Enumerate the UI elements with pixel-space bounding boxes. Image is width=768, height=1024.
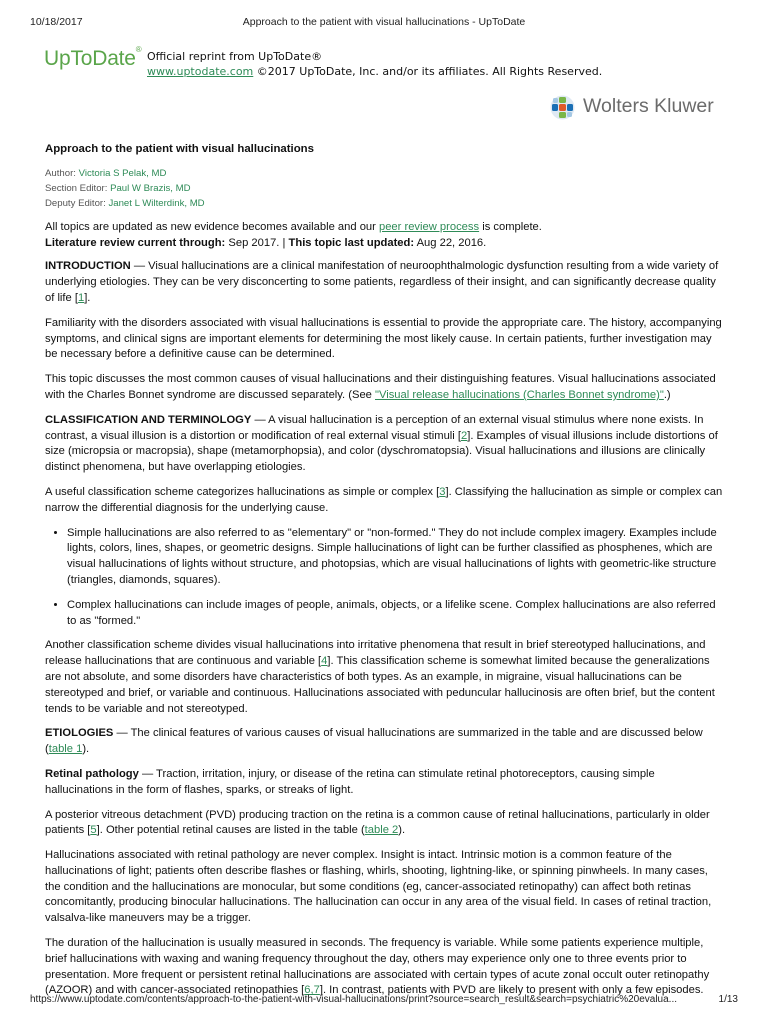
meta-value[interactable]: Victoria S Pelak, MD: [78, 167, 167, 179]
text: All topics are updated as new evidence becomes available and our: [45, 220, 379, 233]
review-value: Sep 2017. |: [225, 236, 289, 249]
list-item-simple: • Simple hallucinations are also referred to as "elementary" or "non-formed." They do not include complex imagery. Examples include lights, colors, lines, shapes, or geometric designs. Simple hallucinations of light can be further classified as phosphenes, which are visual hallucinations of lights without structure, and photopsias, which are visual hallucinations of lights with geometric-like structure (triangles, diamonds, squares).: [67, 526, 725, 589]
publisher-name: Wolters Kluwer: [583, 95, 714, 117]
text: A useful classification scheme categorizes hallucinations as simple or complex [: [45, 485, 440, 498]
updated-label: This topic last updated:: [288, 236, 415, 249]
text: This topic discusses the most common causes of visual hallucinations and their distinguishing features. Visual hallucinations associated with the Charles Bonnet syndrome are discussed separately. (See: [45, 373, 716, 401]
table-2-link[interactable]: table 2: [364, 824, 399, 837]
meta-value[interactable]: Janet L Wilterdink, MD: [108, 197, 205, 209]
review-label: Literature review current through:: [45, 236, 226, 249]
print-title: Approach to the patient with visual hallucinations - UpToDate: [242, 16, 526, 28]
paragraph-introduction: [45, 259, 725, 306]
paragraph-useful-scheme: [45, 485, 725, 517]
text: — Traction, irritation, injury, or disease of the retina can stimulate retinal photoreceptors, causing simple hallucinations in the form of flashes, sparks, or streaks of light.: [45, 767, 655, 796]
text: ]. Examples of visual illusions include distortions of size (micropsia or macropsia), shape (metamorphopsia), and color (dyschromatopsia). Visual hallucinations and illusions are clinically distinct phenomena, but have overlapping etiologies.: [45, 429, 718, 474]
article-meta: [45, 166, 725, 211]
logo-registered-mark: ®: [135, 45, 142, 54]
reference-link[interactable]: 1: [77, 291, 85, 304]
page-number: 1/13: [718, 994, 738, 1005]
reference-link[interactable]: 2: [460, 429, 468, 442]
paragraph-retinal-pathology: [45, 767, 725, 799]
wolters-kluwer-mark-icon: [550, 95, 575, 120]
copyright-text: ©2017 UpToDate, Inc. and/or its affiliates. All Rights Reserved.: [253, 65, 603, 78]
reference-link[interactable]: 5: [90, 824, 97, 837]
text: The duration of the hallucination is usually measured in seconds. The frequency is variable. While some patients experience multiple, brief hallucinations with waxing and waning frequency throughout the day, others may experience only one to three events prior to presentation. More frequent or persistent retinal hallucinations are associated with certain types of acute zonal occult outer retinopathy (AZOOR) and with cancer-associated retinopathies [: [45, 937, 710, 997]
paragraph-etiologies: [45, 726, 725, 758]
meta-label: Author:: [45, 167, 79, 179]
text: is complete.: [479, 220, 542, 233]
text: — A visual hallucination is a perception of an external visual stimulus where none exists. In contrast, a visual illusion is a distortion or modification of real external visual stimuli [: [45, 413, 704, 442]
print-date: 10/18/2017: [30, 16, 83, 28]
hallucination-types-list: [45, 526, 725, 630]
paragraph-classification: [45, 413, 725, 476]
text: A posterior vitreous detachment (PVD) producing traction on the retina is a common cause of retinal hallucinations, particularly in older patients [: [45, 808, 710, 837]
article: [45, 142, 725, 1008]
reference-link[interactable]: 6,7: [304, 984, 320, 997]
text: Another classification scheme divides visual hallucinations into irritative phenomena that result in brief stereotyped hallucinations, and release hallucinations that are continuous and variable [: [45, 639, 706, 668]
reprint-notice: [147, 49, 602, 79]
paragraph-topic-scope: [45, 372, 725, 404]
text: — The clinical features of various causes of visual hallucinations are summarized in the table and are discussed below (: [45, 727, 703, 756]
meta-author: [45, 166, 725, 181]
text: ].: [84, 291, 91, 304]
copyright-line: [147, 64, 602, 79]
paragraph-retinal-hallucinations: Hallucinations associated with retinal pathology are never complex. Insight is intact. Intrinsic motion is a common feature of the hallucinations of light; patients often describe flashes or flashing, whirls, shooting, lightning-like, or spinning pinwheels. In many cases, the condition and the hallucinations are monocular, but some conditions (eg, cancer-associated retinopathy) can affect both retinas concomitantly, producing binocular hallucinations. The hallucination can occur in any area of the visual field. In cases of retinal traction, valsalva-like maneuvers may be a trigger.: [45, 849, 712, 925]
table-1-link[interactable]: table 1: [48, 743, 83, 756]
text: ).: [398, 824, 406, 837]
charles-bonnet-link[interactable]: "Visual release hallucinations (Charles Bonnet syndrome)": [375, 388, 664, 401]
text: — Visual hallucinations are a clinical manifestation of neuroophthalmologic dysfunction resulting from a wide variety of underlying etiologies. They can be very disconcerting to some patients, regardless of their insight, and can significantly decrease quality of life [: [45, 260, 719, 304]
meta-label: Deputy Editor:: [45, 197, 109, 209]
logo-text: UpToDate: [44, 47, 136, 70]
list-item-complex: • Complex hallucinations can include images of people, animals, objects, or a lifelike scene. Complex hallucinations are also referred to as "formed.": [67, 598, 725, 630]
update-notice: [45, 220, 725, 252]
subsection-heading-retinal: Retinal pathology: [45, 767, 139, 780]
article-title: Approach to the patient with visual hallucinations: [45, 143, 314, 155]
text: ]. In contrast, patients with PVD are likely to present with only a few episodes.: [319, 984, 704, 997]
uptodate-logo[interactable]: [44, 47, 142, 71]
meta-section-editor: [45, 181, 725, 196]
reference-link[interactable]: 4: [321, 655, 328, 668]
section-heading-classification: CLASSIFICATION AND TERMINOLOGY: [45, 413, 252, 426]
text: .): [663, 388, 671, 401]
text: ).: [82, 743, 90, 756]
paragraph-pvd: [45, 808, 725, 840]
print-url: https://www.uptodate.com/contents/approach-to-the-patient-with-visual-hallucinations/print?source=search_result&search=psychiatric%20evalua...: [30, 994, 678, 1005]
text: ]. Other potential retinal causes are listed in the table (: [96, 824, 365, 837]
meta-value[interactable]: Paul W Brazis, MD: [110, 182, 191, 194]
meta-deputy-editor: [45, 196, 725, 211]
peer-review-link[interactable]: peer review process: [378, 220, 480, 233]
reference-link[interactable]: 3: [439, 485, 446, 498]
meta-label: Section Editor:: [45, 182, 111, 194]
section-heading-etiologies: ETIOLOGIES: [45, 727, 114, 740]
paragraph-another-scheme: [45, 638, 725, 717]
text: ]. This classification scheme is somewhat limited because the generalizations are not absolute, and some disorders have characteristics of both types. As an example, in migraine, visual hallucinations can be stereotyped and brief, or variable and continuous. Hallucinations associated with peduncular hallucinosis are often brief, but the content tends to be variable and not stereotyped.: [45, 655, 715, 715]
paragraph-duration: [45, 936, 725, 999]
reprint-line: Official reprint from UpToDate®: [147, 50, 323, 63]
updated-value: Aug 22, 2016.: [414, 236, 487, 249]
print-header: [0, 16, 768, 30]
site-link[interactable]: www.uptodate.com: [147, 65, 254, 78]
text: ]. Classifying the hallucination as simple or complex can narrow the differential diagnosis for the underlying cause.: [45, 485, 723, 514]
section-heading-introduction: INTRODUCTION: [45, 260, 131, 273]
paragraph-familiarity: Familiarity with the disorders associated with visual hallucinations is essential to provide the appropriate care. The history, accompanying symptoms, and clinical signs are important elements for determining the most likely cause. In certain patients, further investigation may be necessary before a definitive cause can be determined.: [45, 316, 722, 361]
